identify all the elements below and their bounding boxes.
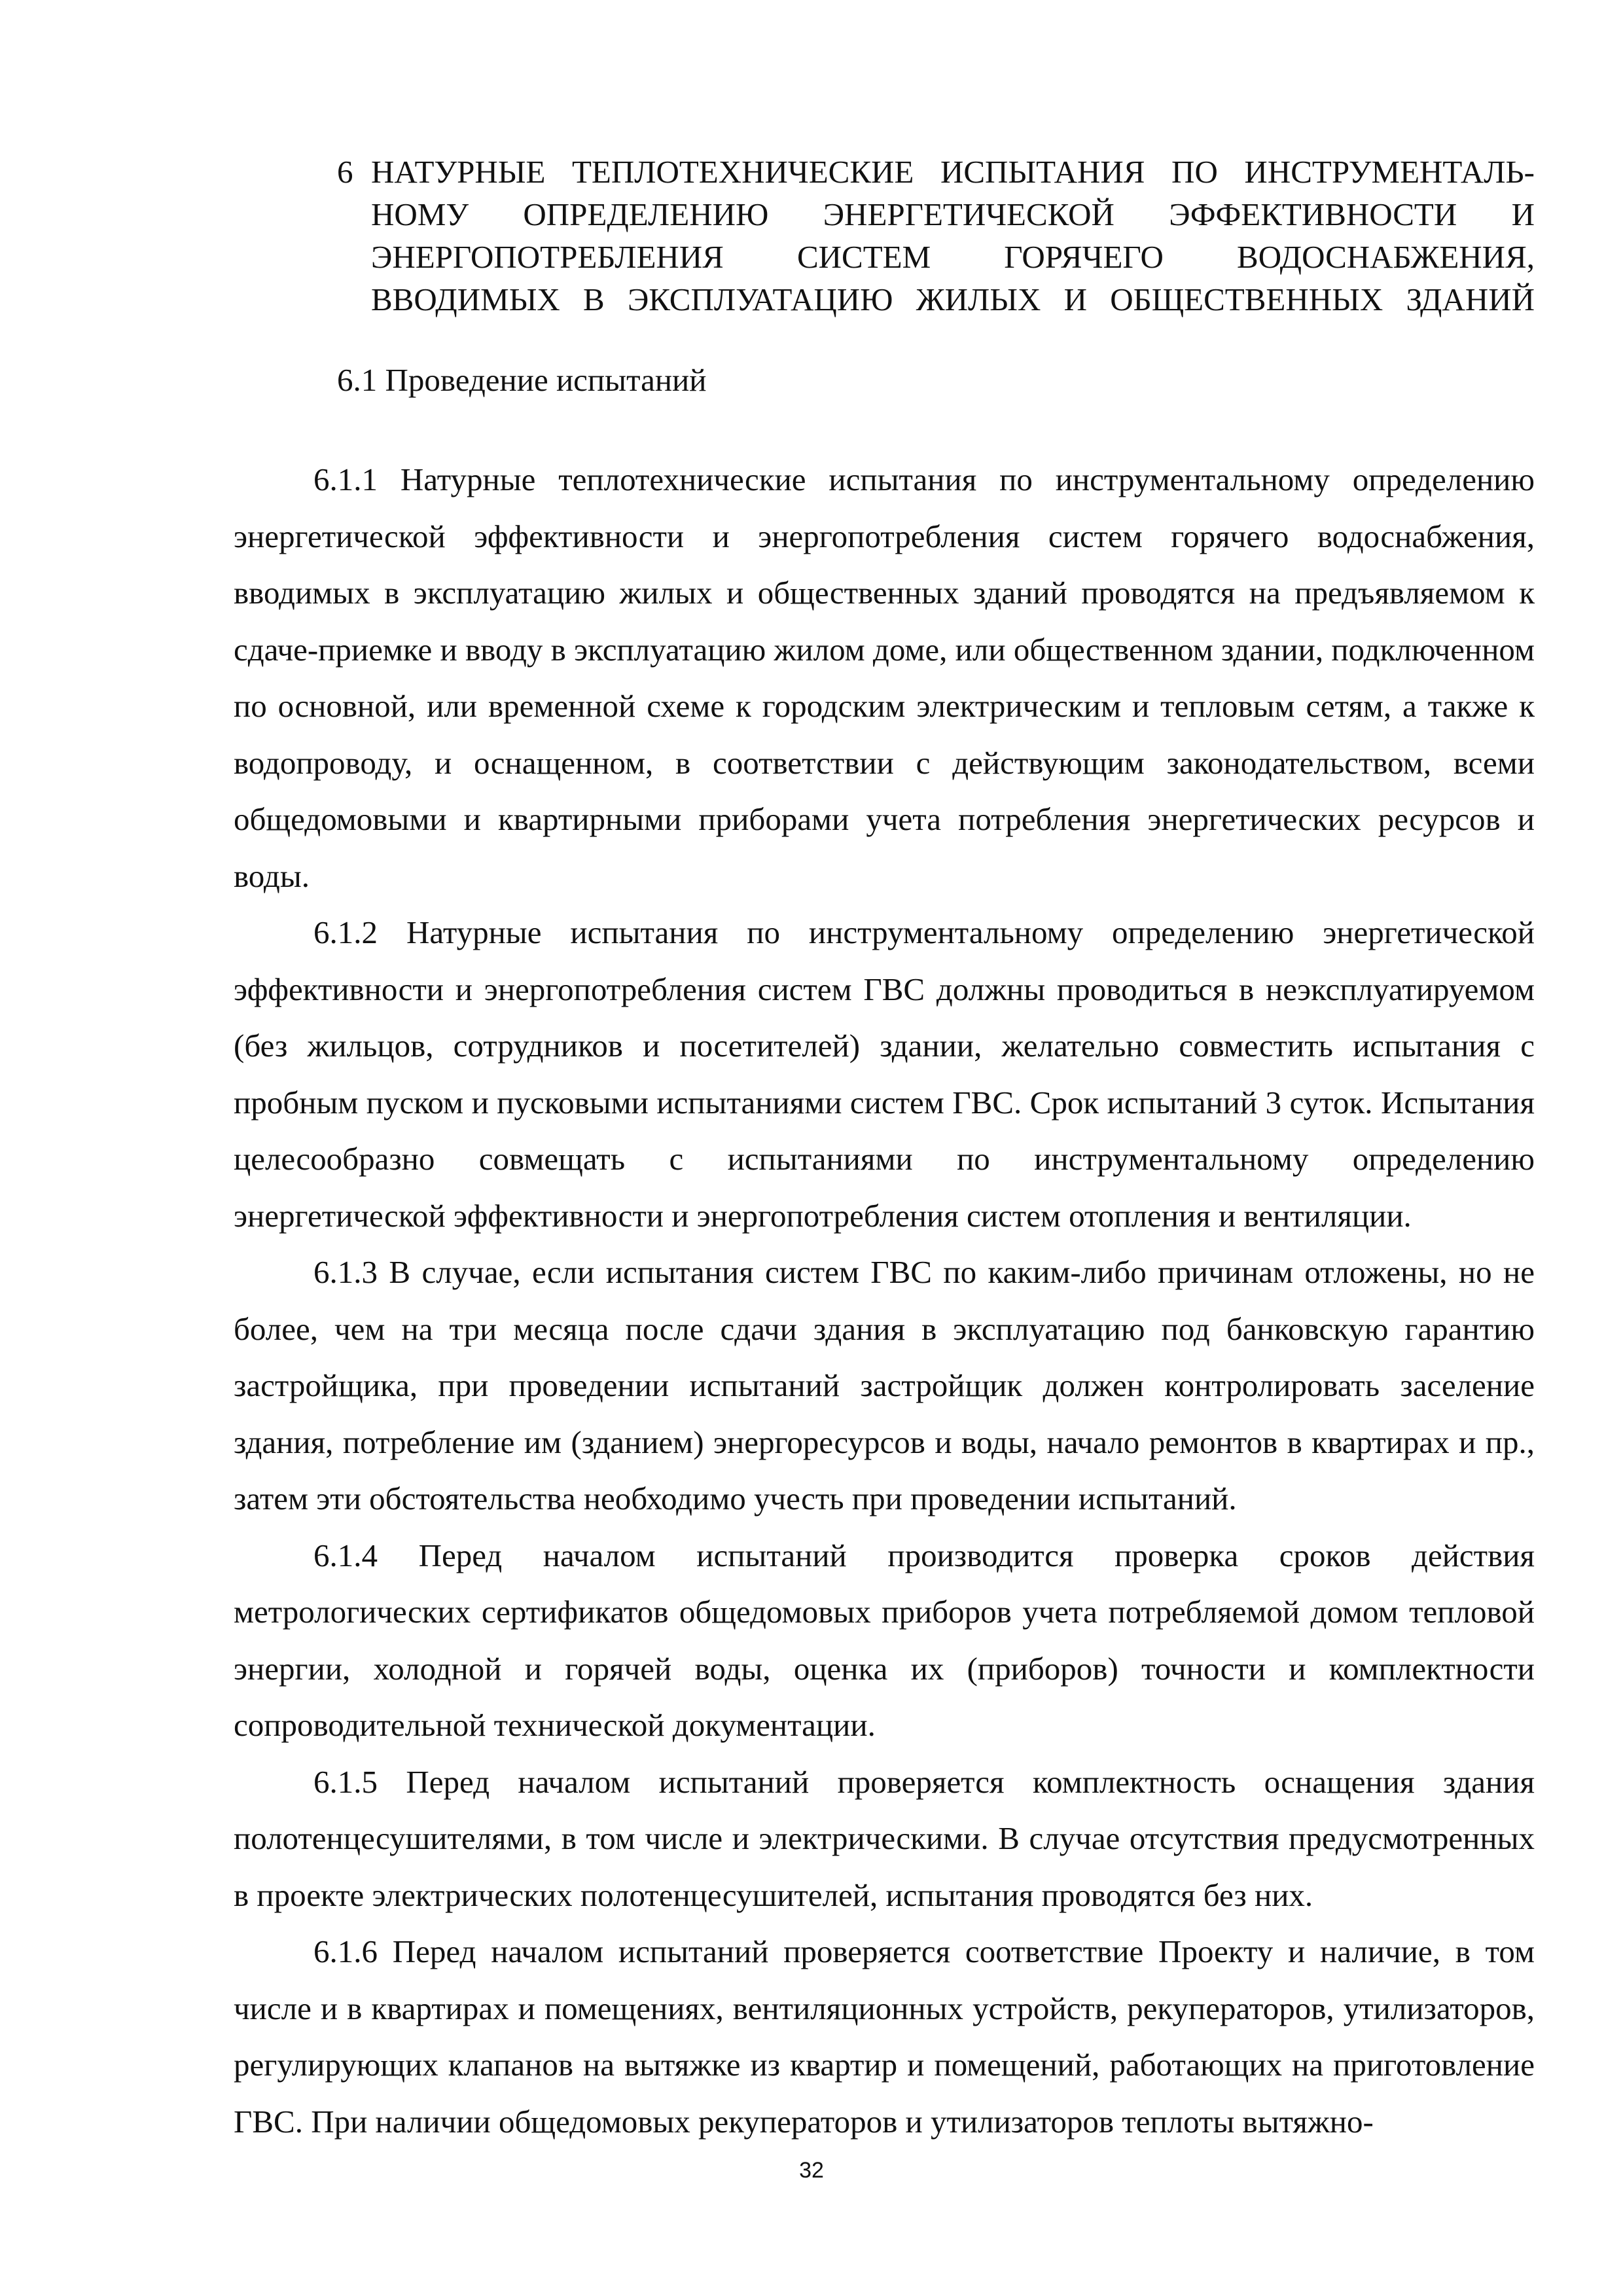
heading-line: НОМУ ОПРЕДЕЛЕНИЮ ЭНЕРГЕТИЧЕСКОЙ ЭФФЕКТИВНОСТИ И <box>371 196 1535 232</box>
paragraph-6-1-1: 6.1.1 Натурные теплотехнические испытания по инструментальному определению энергетической эффективности и энергопотребления систем горячего водоснабжения, вводимых в эксплуатацию жилых и общественных зданий проводятся на предъявляемом к сдаче-приемке и вводу в эксплуатацию жилом доме, или общественном здании, подключенном по основной, или временной схеме к городским электрическим и тепловым сетям, а также к водопроводу, и оснащенном, в соответствии с действующим законодательством, всеми общедомовыми и квартирными приборами учета потребления энергетических ресурсов и воды. <box>234 461 1535 894</box>
section-heading <box>337 151 1535 321</box>
heading-line: НАТУРНЫЕ ТЕПЛОТЕХНИЧЕСКИЕ ИСПЫТАНИЯ ПО ИНСТРУМЕНТАЛЬ- <box>371 154 1535 190</box>
heading-line: ВВОДИМЫХ В ЭКСПЛУАТАЦИЮ ЖИЛЫХ И ОБЩЕСТВЕННЫХ ЗДАНИЙ <box>371 281 1535 317</box>
subsection-heading: 6.1 Проведение испытаний <box>337 362 707 398</box>
paragraph-6-1-3: 6.1.3 В случае, если испытания систем ГВС по каким-либо причинам отложены, но не более, чем на три месяца после сдачи здания в эксплуатацию под банковскую гарантию застройщика, при проведении испытаний застройщик должен контролировать заселение здания, потребление им (зданием) энергоресурсов и воды, начало ремонтов в квартирах и пр., затем эти обстоятельства необходимо учесть при проведении испытаний. <box>234 1254 1535 1516</box>
paragraph-6-1-2: 6.1.2 Натурные испытания по инструментальному определению энергетической эффективности и энергопотребления систем ГВС должны проводиться в неэксплуатируемом (без жильцов, сотрудников и посетителей) здании, желательно совместить испытания с пробным пуском и пусковыми испытаниями систем ГВС. Срок испытаний 3 суток. Испытания целесообразно совмещать с испытаниями по инструментальному определению энергетической эффективности и энергопотребления систем отопления и вентиляции. <box>234 914 1535 1234</box>
paragraph-6-1-4: 6.1.4 Перед началом испытаний производится проверка сроков действия метрологических сертификатов общедомовых приборов учета потребляемой домом тепловой энергии, холодной и горячей воды, оценка их (приборов) точности и комплектности сопроводительной технической документации. <box>234 1537 1535 1743</box>
heading-line: ЭНЕРГОПОТРЕБЛЕНИЯ СИСТЕМ ГОРЯЧЕГО ВОДОСНАБЖЕНИЯ, <box>371 239 1535 275</box>
page-number: 32 <box>799 2158 824 2183</box>
section-number: 6 <box>337 154 353 190</box>
body-text <box>234 452 1535 2150</box>
paragraph-6-1-5: 6.1.5 Перед началом испытаний проверяется комплектность оснащения здания полотенцесушителями, в том числе и электрическими. В случае отсутствия предусмотренных в проекте электрических полотенцесушителей, испытания проводятся без них. <box>234 1763 1535 1913</box>
paragraph-6-1-6: 6.1.6 Перед началом испытаний проверяется соответствие Проекту и наличие, в том числе и в квартирах и помещениях, вентиляционных устройств, рекуператоров, утилизаторов, регулирующих клапанов на вытяжке из квартир и помещений, работающих на приготовление ГВС. При наличии общедомовых рекуператоров и утилизаторов теплоты вытяжно- <box>234 1933 1535 2140</box>
